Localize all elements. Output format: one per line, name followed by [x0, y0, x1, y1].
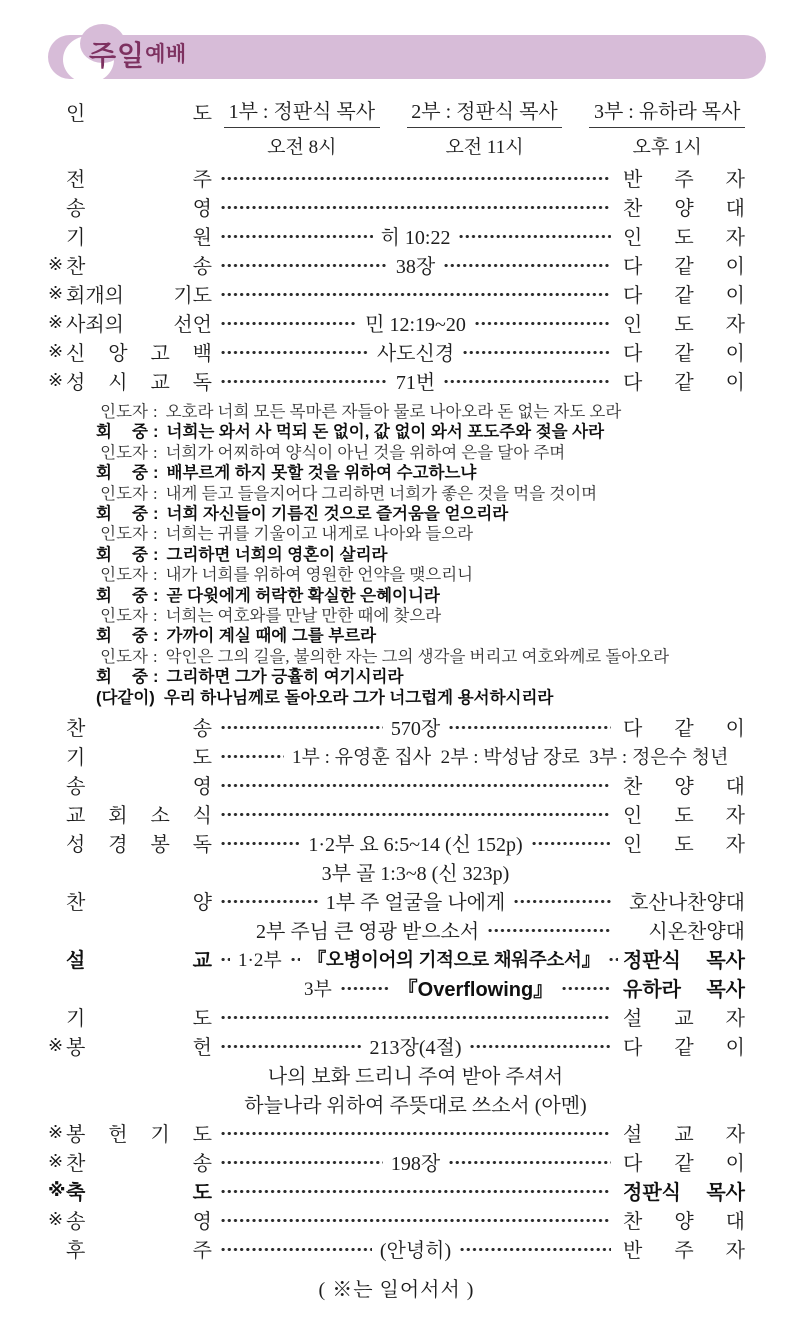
reading-line [96, 647, 737, 667]
item-label: 봉 헌 [66, 1037, 212, 1060]
reading-text: 악인은 그의 길을, 불의한 자는 그의 생각을 버리고 여호와께로 돌아오라 [165, 646, 670, 666]
item-assignee: 인 도 자 [623, 834, 745, 857]
row-middle [212, 1218, 619, 1221]
row-benediction [48, 1180, 745, 1205]
colon: : [153, 423, 159, 442]
reading-line [96, 402, 737, 422]
item-label: 사죄의 선언 [66, 314, 212, 336]
dotted-leader [462, 351, 611, 354]
dotted-leader [469, 1045, 611, 1048]
item-label: 신 앙 고 백 [66, 343, 212, 365]
item-label: 기 원 [66, 227, 212, 249]
dotted-leader [220, 842, 300, 845]
colon: : [153, 586, 159, 605]
item-label: 성 경 봉 독 [66, 834, 212, 857]
row-middle [212, 1031, 619, 1060]
row-middle [212, 1147, 619, 1176]
service-columns [224, 95, 745, 159]
reading-line-all [96, 688, 737, 708]
row-middle [212, 1015, 619, 1018]
speaker-label: 회 중 [96, 505, 148, 524]
speaker-label: 회 중 [96, 423, 148, 442]
row-middle [212, 1234, 619, 1263]
row-anthem-2 [48, 919, 745, 944]
row-prelude [48, 167, 745, 191]
service-time: 오전 8시 [267, 137, 337, 158]
row-middle [212, 337, 619, 366]
dotted-leader [220, 1190, 611, 1193]
colon: : [153, 524, 158, 544]
row-offering [48, 1035, 745, 1060]
prayer-representatives: 1부 : 유영훈 집사 2부 : 박성남 장로 3부 : 정은수 청년 [292, 747, 729, 769]
reading-line [96, 524, 737, 544]
colon: : [153, 442, 158, 462]
reading-text: 배부르게 하지 못할 것을 위하여 수고하느냐 [166, 464, 477, 483]
item-assignee: 정판식 목사 [623, 950, 745, 973]
row-offering-hymn-line-1 [48, 1064, 745, 1089]
row-middle [212, 250, 619, 279]
reading-text: 내게 듣고 들을지어다 그리하면 너희가 좋은 것을 먹을 것이며 [165, 483, 598, 503]
stand-marker: ※ [48, 341, 63, 361]
reading-text: 너희가 어찌하여 양식이 아닌 것을 위하여 은을 달아 주며 [165, 442, 566, 462]
service-column-3 [589, 95, 745, 159]
stand-marker: ※ [48, 370, 63, 390]
sermon-service-part: 3부 [304, 979, 332, 1001]
dotted-leader [443, 264, 611, 267]
stand-marker: ※ [48, 254, 63, 274]
item-assignee: 찬 양 대 [623, 1211, 745, 1234]
colon: : [153, 565, 158, 585]
item-detail: (안녕히) [379, 1240, 452, 1263]
row-absolution [48, 312, 745, 336]
row-middle [212, 292, 619, 295]
service-column-2 [407, 95, 563, 159]
item-label: 찬 송 [66, 1153, 212, 1176]
reading-line [96, 422, 737, 442]
reading-line [96, 667, 737, 687]
item-detail: 570장 [390, 718, 441, 741]
row-offering-hymn-line-2 [48, 1093, 745, 1118]
item-label: 봉 헌 기 도 [66, 1124, 212, 1147]
responsive-reading-text [96, 402, 737, 708]
dotted-leader [220, 1248, 372, 1251]
row-prayer-after-sermon [48, 1006, 745, 1031]
reading-text: 그리하면 그가 긍휼히 여기시리라 [166, 668, 404, 687]
stand-marker: ※ [48, 1151, 63, 1172]
service-time: 오전 11시 [445, 137, 524, 158]
item-assignee: 다 같 이 [623, 1037, 745, 1060]
item-detail: 198장 [390, 1153, 441, 1176]
row-middle [212, 308, 619, 337]
dotted-leader [220, 1016, 611, 1019]
dotted-leader [220, 1045, 362, 1048]
item-assignee: 인 도 자 [623, 314, 745, 336]
reading-line [96, 606, 737, 626]
item-assignee: 인 도 자 [623, 805, 745, 828]
speaker-label: 인도자 [100, 606, 148, 626]
item-detail: 38장 [395, 256, 436, 278]
row-middle [212, 742, 745, 769]
dotted-leader [608, 958, 618, 961]
speaker-label: 인도자 [100, 524, 148, 544]
offering-hymn-lyric: 나의 보화 드리니 주여 받아 주셔서 [267, 1066, 564, 1089]
dotted-leader [458, 235, 611, 238]
speaker-label: (다같이) [96, 688, 155, 707]
row-middle [212, 366, 619, 395]
dotted-leader [443, 380, 611, 383]
row-doxology-2 [48, 774, 745, 799]
row-service-leaders [48, 95, 745, 159]
item-assignee: 다 같 이 [623, 285, 745, 307]
dotted-leader [220, 1219, 611, 1222]
item-detail: 히 10:22 [380, 227, 451, 249]
speaker-label: 회 중 [96, 627, 148, 646]
row-middle [212, 783, 619, 786]
colon: : [153, 668, 159, 687]
speaker-label: 인도자 [100, 402, 148, 421]
item-label: 설 교 [66, 950, 212, 973]
speaker-label: 인도자 [100, 442, 148, 462]
colon: : [153, 402, 158, 421]
reading-text: 내가 너희를 위하여 영원한 언약을 맺으리니 [165, 565, 474, 585]
reading-line [96, 484, 737, 504]
scripture-reference-2: 3부 골 1:3~8 (신 323p) [321, 863, 510, 886]
speaker-label: 인도자 [100, 646, 148, 666]
colon: : [153, 646, 158, 666]
reading-line [96, 586, 737, 606]
anthem-title-2: 2부 주님 큰 영광 받으소서 [256, 921, 480, 944]
row-middle [212, 712, 619, 741]
row-middle [212, 945, 619, 972]
item-label: 송 영 [66, 1211, 212, 1234]
speaker-label: 회 중 [96, 545, 148, 564]
dotted-leader [220, 1132, 611, 1135]
reading-text: 너희 자신들이 기름진 것으로 즐거움을 얻으리라 [166, 505, 509, 524]
footer-note: ( ※는 일어서서 ) [318, 1279, 475, 1302]
scripture-reference: 1·2부 요 6:5~14 (신 152p) [308, 834, 523, 857]
order-of-worship [0, 95, 799, 1302]
reading-line [96, 565, 737, 585]
dotted-leader [290, 958, 300, 961]
row-middle [212, 828, 619, 857]
dotted-leader [220, 380, 388, 383]
row-middle [212, 973, 619, 1002]
stand-marker: ※ [48, 1180, 65, 1201]
dotted-leader [513, 900, 611, 903]
service-time: 오후 1시 [632, 137, 702, 158]
row-anthem [48, 890, 745, 915]
dotted-leader [220, 726, 383, 729]
item-label: 찬 양 [66, 892, 212, 915]
item-label: 찬 송 [66, 718, 212, 741]
row-hymn-198 [48, 1151, 745, 1176]
leader-name: 2부 : 정판식 목사 [407, 95, 563, 128]
reading-line [96, 504, 737, 524]
item-assignee: 시온찬양대 [648, 921, 745, 944]
item-label: 교 회 소 식 [66, 805, 212, 828]
dotted-leader [220, 1161, 383, 1164]
row-offering-prayer [48, 1122, 745, 1147]
dotted-leader [220, 177, 611, 180]
colon: : [153, 606, 158, 626]
row-repentance-prayer [48, 283, 745, 307]
dotted-leader [220, 813, 611, 816]
item-label: 기 도 [66, 1008, 212, 1031]
item-label: 송 영 [66, 776, 212, 799]
item-assignee: 유하라 목사 [623, 979, 745, 1002]
service-column-1 [224, 95, 380, 159]
row-middle [212, 1131, 619, 1134]
row-middle [212, 1060, 619, 1089]
item-label: 후 주 [66, 1240, 212, 1263]
colon: : [153, 627, 159, 646]
item-assignee: 다 같 이 [623, 718, 745, 741]
item-assignee: 다 같 이 [623, 372, 745, 394]
item-label: 송 영 [66, 198, 212, 220]
dotted-leader [220, 351, 369, 354]
item-detail: 민 12:19~20 [365, 314, 466, 336]
speaker-label: 인도자 [100, 565, 148, 585]
row-doxology-3 [48, 1209, 745, 1234]
item-label: 전 주 [66, 169, 212, 191]
item-label: 인 도 [66, 103, 212, 125]
leader-name: 3부 : 유하라 목사 [589, 95, 745, 128]
speaker-label: 회 중 [96, 668, 148, 687]
speaker-label: 회 중 [96, 464, 148, 483]
page-title-sub: 예배 [145, 43, 187, 66]
reading-text: 너희는 여호와를 만날 만한 때에 찾으라 [165, 606, 442, 626]
colon: : [153, 545, 159, 564]
colon: : [153, 464, 159, 483]
row-invocation [48, 225, 745, 249]
row-middle [212, 812, 619, 815]
stand-marker: ※ [48, 1209, 63, 1230]
reading-text: 곧 다윗에게 허락한 확실한 은혜이니라 [166, 586, 440, 605]
row-middle [212, 886, 619, 915]
dotted-leader [220, 784, 611, 787]
dotted-leader [561, 987, 611, 990]
reading-line [96, 545, 737, 565]
reading-text: 그리하면 너희의 영혼이 살리라 [166, 545, 388, 564]
stand-marker: ※ [48, 1122, 63, 1143]
item-assignee: 정판식 목사 [623, 1182, 745, 1205]
item-assignee: 찬 양 대 [623, 198, 745, 220]
dotted-leader [459, 1248, 611, 1251]
reading-line [96, 443, 737, 463]
row-postlude [48, 1238, 745, 1263]
item-assignee: 설 교 자 [623, 1008, 745, 1031]
row-prayer-representatives [48, 745, 745, 770]
row-scripture-reading-extra [48, 861, 745, 886]
header-banner [48, 35, 766, 79]
reading-text: 너희는 귀를 기울이고 내게로 나아와 들으라 [165, 524, 474, 544]
reading-text: 우리 하나님께로 돌아오라 그가 너그럽게 용서하시리라 [163, 688, 554, 707]
item-assignee: 설 교 자 [623, 1124, 745, 1147]
row-doxology [48, 196, 745, 220]
dotted-leader [220, 958, 230, 961]
dotted-leader [531, 842, 611, 845]
item-assignee: 찬 양 대 [623, 776, 745, 799]
row-hymn-570 [48, 716, 745, 741]
item-assignee: 호산나찬양대 [629, 892, 745, 915]
stand-marker: ※ [48, 283, 63, 303]
dotted-leader [220, 293, 611, 296]
stand-marker: ※ [48, 312, 63, 332]
row-creed [48, 341, 745, 365]
item-assignee: 반 주 자 [623, 1240, 745, 1263]
dotted-leader [448, 726, 611, 729]
dotted-leader [220, 206, 611, 209]
dotted-leader [448, 1161, 611, 1164]
offering-hymn-lyric: 하늘나라 위하여 주뜻대로 쓰소서 (아멘) [244, 1095, 587, 1118]
item-assignee: 다 같 이 [623, 343, 745, 365]
row-church-news [48, 803, 745, 828]
dotted-leader [220, 235, 373, 238]
dotted-leader [220, 322, 357, 325]
offering-hymn-number: 213장(4절) [369, 1037, 462, 1060]
row-middle [212, 1089, 619, 1118]
reading-text: 가까이 계실 때에 그를 부르라 [166, 627, 377, 646]
sermon-service-part: 1·2부 [238, 950, 282, 972]
item-assignee: 반 주 자 [623, 169, 745, 191]
speaker-label: 회 중 [96, 586, 148, 605]
row-sermon [48, 948, 745, 973]
dotted-leader [474, 322, 611, 325]
row-scripture-reading [48, 832, 745, 857]
reading-text: 오호라 너희 모든 목마른 자들아 물로 나아오라 돈 없는 자도 오라 [165, 402, 622, 421]
item-detail: 사도신경 [376, 343, 455, 365]
row-responsive-reading [48, 370, 745, 394]
row-middle [212, 205, 619, 208]
colon: : [153, 483, 158, 503]
reading-line [96, 626, 737, 646]
reading-text: 너희는 와서 사 먹되 돈 없이, 값 없이 와서 포도주와 젖을 사라 [166, 423, 605, 442]
page-title-main: 주일 [89, 40, 146, 71]
dotted-leader [220, 264, 388, 267]
page-title [89, 42, 187, 70]
speaker-label: 인도자 [100, 483, 148, 503]
dotted-leader [220, 755, 284, 758]
item-assignee: 인 도 자 [623, 227, 745, 249]
anthem-title-1: 1부 주 얼굴을 나에게 [325, 892, 506, 915]
row-middle [212, 176, 619, 179]
reading-line [96, 463, 737, 483]
row-middle [212, 1189, 619, 1192]
row-middle [212, 221, 619, 250]
colon: : [153, 505, 159, 524]
sermon-title-2: 『Overflowing』 [397, 979, 554, 1002]
dotted-leader [220, 900, 318, 903]
item-label: 회개의 기도 [66, 285, 212, 307]
item-label: 축 도 [66, 1182, 212, 1205]
item-label: 기 도 [66, 747, 212, 770]
leader-name: 1부 : 정판식 목사 [224, 95, 380, 128]
item-detail: 71번 [395, 372, 436, 394]
item-assignee: 다 같 이 [623, 1153, 745, 1176]
row-sermon-2 [48, 977, 745, 1002]
item-label: 찬 송 [66, 256, 212, 278]
row-middle [212, 857, 619, 886]
item-assignee: 다 같 이 [623, 256, 745, 278]
dotted-leader [487, 929, 611, 932]
stand-marker: ※ [48, 1035, 63, 1056]
row-middle [212, 915, 619, 944]
sermon-title-1: 『오병이어의 기적으로 채워주소서』 [307, 948, 600, 970]
item-label: 성 시 교 독 [66, 372, 212, 394]
dotted-leader [340, 987, 390, 990]
row-hymn-38 [48, 254, 745, 278]
